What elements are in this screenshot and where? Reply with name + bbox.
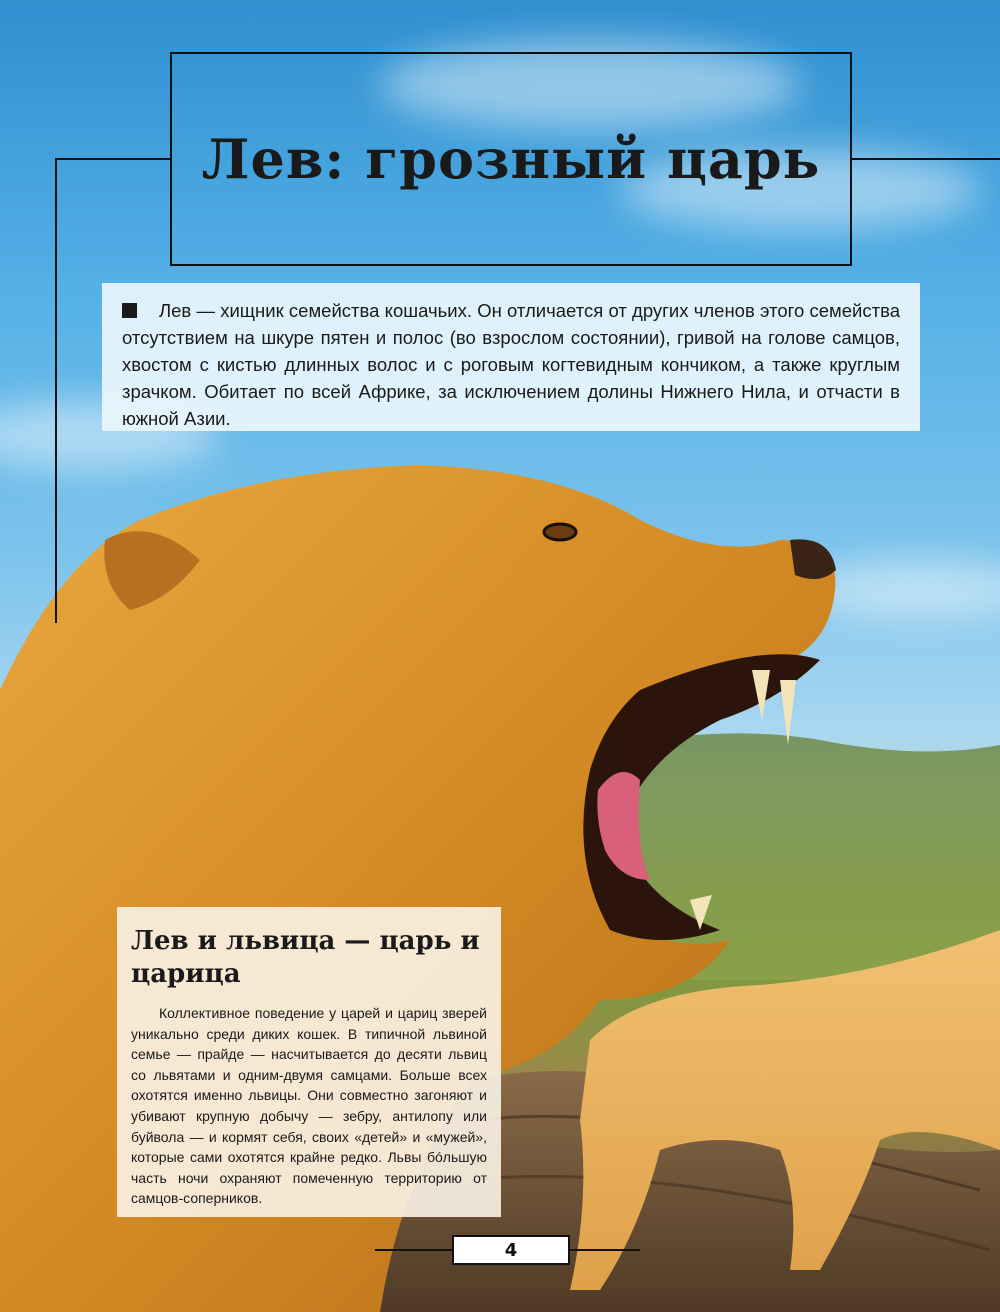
frame-line <box>55 158 57 623</box>
sidebar-panel <box>117 907 501 1217</box>
frame-line <box>851 158 1000 160</box>
lioness-eye <box>544 524 576 540</box>
square-bullet-icon <box>122 303 137 318</box>
frame-line <box>55 158 171 160</box>
intro-text: Лев — хищник семейства кошачьих. Он отличается от других членов этого семейства отсутствием на шкуре пятен и полос (во взрослом состоянии), гривой на голове самцов, хвостом с кистью длинных волос и с роговым когтевидным кончиком, а также круглым зрачком. Обитает по всей Африке, за исключением долины Нижнего Нила, и отчасти в южной Азии. <box>122 300 900 429</box>
frame-line <box>570 1249 640 1251</box>
sidebar-text: Коллективное поведение у царей и цариц зверей уникально среди диких кошек. В типичной львиной семье — прайде — насчитывается до десяти львиц со львятами и одним-двумя самцами. Больше всех охотятся именно львицы. Они совместно загоняют и убивают крупную добычу — зебру, антилопу или буйвола — и кормят себя, своих «детей» и «мужей», которые сами охотятся крайне редко. Львы бóльшую часть ночи охраняют помеченную территорию от самцов-соперников. <box>131 1005 487 1207</box>
frame-line <box>375 1249 453 1251</box>
intro-panel <box>102 283 920 431</box>
page-title: Лев: грозный царь <box>201 127 821 191</box>
intro-paragraph <box>122 297 900 432</box>
lioness-nose <box>790 539 836 579</box>
page-number: 4 <box>452 1235 570 1265</box>
sidebar-heading: Лев и львица — царь и царица <box>131 926 480 989</box>
title-box <box>170 52 852 266</box>
